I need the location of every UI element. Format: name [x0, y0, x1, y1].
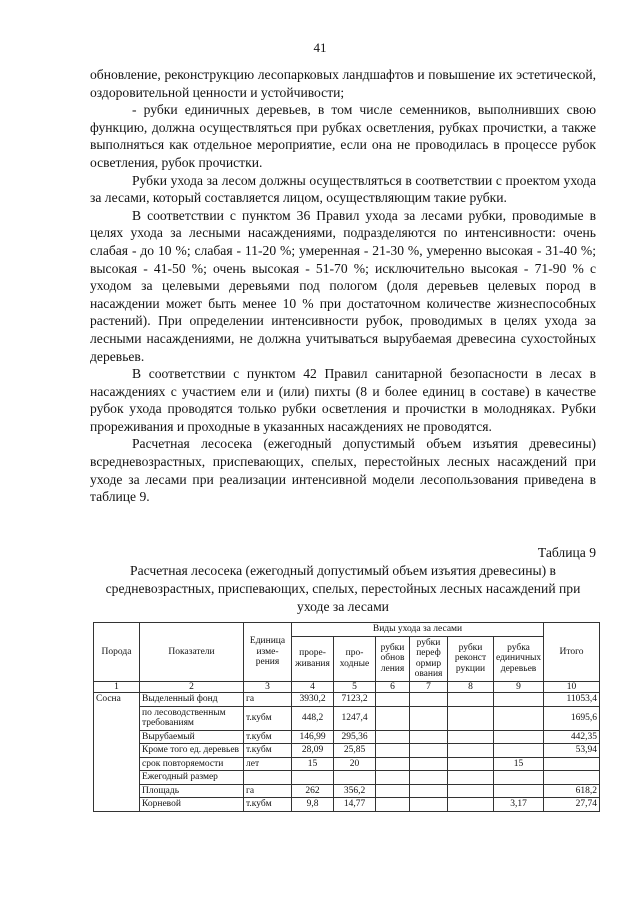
value-cell: 25,85	[334, 744, 376, 758]
total-cell: 27,74	[544, 798, 600, 812]
index-cell: 5	[334, 681, 376, 693]
paragraph: Рубки ухода за лесом должны осуществляться в соответствии с проектом ухода за лесами, который составляется лицом, осуществляющим такие рубки.	[90, 172, 596, 206]
value-cell	[448, 757, 494, 771]
indicator-cell: Выделенный фонд	[140, 693, 244, 707]
value-cell	[334, 771, 376, 785]
value-cell: 28,09	[292, 744, 334, 758]
total-cell	[544, 771, 600, 785]
header-col9: рубка единичных деревьев	[494, 636, 544, 681]
value-cell: 3930,2	[292, 693, 334, 707]
value-cell: 295,36	[334, 730, 376, 744]
value-cell	[376, 771, 410, 785]
table-header-row	[94, 623, 600, 637]
table-title: Расчетная лесосека (ежегодный допустимый объем изъятия древесины) в средневозрастных, приспевающих, спелых, перестойных лесных насаждений при уходе за лесами	[105, 563, 581, 614]
value-cell: 262	[292, 784, 334, 798]
value-cell	[410, 730, 448, 744]
value-cell	[494, 706, 544, 730]
total-cell: 442,35	[544, 730, 600, 744]
value-cell	[448, 744, 494, 758]
value-cell	[410, 693, 448, 707]
paragraph: В соответствии с пунктом 36 Правил ухода за лесами рубки, проводимые в целях ухода за лесными насаждениями, подразделяются по интенсивности: очень слабая - до 10 %; слабая - 11-20 %; умеренная - 21-30 %, умеренно высокая - 31-40 %; высокая - 41-50 %; очень высокая - 51-70 %; исключительно высокая - 71-90 % с уходом за целевыми деревьями под пологом (доля деревьев целевых пород в насаждении может быть менее 10 % при достаточном количестве жизнеспособных растений). При определении интенсивности рубок, проводимых в целях ухода за лесными насаждениями, не должна учитываться вырубаемая древесина сухостойных деревьев.	[90, 207, 596, 364]
value-cell	[494, 784, 544, 798]
value-cell	[494, 693, 544, 707]
indicator-cell: Ежегодный размер	[140, 771, 244, 785]
value-cell: 146,99	[292, 730, 334, 744]
table-label: Таблица 9	[537, 545, 596, 560]
unit-cell: лет	[244, 757, 292, 771]
header-unit: Единица изме- рения	[244, 623, 292, 682]
value-cell	[410, 771, 448, 785]
value-cell	[410, 757, 448, 771]
value-cell	[376, 744, 410, 758]
value-cell: 448,2	[292, 706, 334, 730]
index-cell: 10	[544, 681, 600, 693]
header-total: Итого	[544, 623, 600, 682]
total-cell	[544, 757, 600, 771]
total-cell: 53,94	[544, 744, 600, 758]
header-col5: про- ходные	[334, 636, 376, 681]
value-cell: 15	[292, 757, 334, 771]
table-row	[94, 744, 600, 758]
value-cell	[376, 693, 410, 707]
value-cell	[448, 784, 494, 798]
indicator-cell: Корневой	[140, 798, 244, 812]
header-poroda: Порода	[94, 623, 140, 682]
index-cell: 4	[292, 681, 334, 693]
unit-cell	[244, 771, 292, 785]
species-cell: Сосна	[94, 693, 140, 812]
value-cell	[448, 706, 494, 730]
value-cell	[448, 798, 494, 812]
indicator-cell: срок повторяемости	[140, 757, 244, 771]
column-index-row	[94, 681, 600, 693]
index-cell: 9	[494, 681, 544, 693]
paragraph: - рубки единичных деревьев, в том числе семенников, выполнивших свою функцию, должна осуществляться при рубках осветления, рубках прочистки, а также выполняться как отдельное мероприятие, если она не проводилась в процессе рубок осветления, рубок прочистки.	[90, 102, 596, 170]
header-col4: проре- живания	[292, 636, 334, 681]
value-cell: 14,77	[334, 798, 376, 812]
value-cell: 20	[334, 757, 376, 771]
paragraph: Расчетная лесосека (ежегодный допустимый объем изъятия древесины) всредневозрастных, приспевающих, спелых, перестойных лесных насаждений при уходе за лесами при реализации интенсивной модели лесопользования приведена в таблице 9.	[90, 436, 596, 505]
unit-cell: т.кубм	[244, 706, 292, 730]
table-row	[94, 771, 600, 785]
value-cell	[410, 784, 448, 798]
header-care-types: Виды ухода за лесами	[292, 623, 544, 637]
value-cell	[376, 730, 410, 744]
index-cell: 1	[94, 681, 140, 693]
value-cell: 7123,2	[334, 693, 376, 707]
value-cell	[376, 706, 410, 730]
table-row	[94, 706, 600, 730]
total-cell: 618,2	[544, 784, 600, 798]
value-cell	[410, 798, 448, 812]
unit-cell: га	[244, 693, 292, 707]
header-pokazateli: Показатели	[140, 623, 244, 682]
table-row	[94, 693, 600, 707]
body-text	[90, 66, 596, 506]
value-cell: 9,8	[292, 798, 334, 812]
table-row	[94, 757, 600, 771]
value-cell	[448, 771, 494, 785]
paragraph: обновление, реконструкцию лесопарковых ландшафтов и повышение их эстетической, оздоровительной ценности и устойчивости;	[90, 67, 596, 100]
indicator-cell: Площадь	[140, 784, 244, 798]
value-cell	[494, 730, 544, 744]
header-col8: рубки реконст рукции	[448, 636, 494, 681]
value-cell	[376, 784, 410, 798]
value-cell	[376, 757, 410, 771]
index-cell: 3	[244, 681, 292, 693]
value-cell: 356,2	[334, 784, 376, 798]
unit-cell: т.кубм	[244, 798, 292, 812]
header-col6: рубки обнов ления	[376, 636, 410, 681]
table-row	[94, 798, 600, 812]
value-cell	[410, 706, 448, 730]
unit-cell: т.кубм	[244, 730, 292, 744]
unit-cell: т.кубм	[244, 744, 292, 758]
value-cell: 15	[494, 757, 544, 771]
unit-cell: га	[244, 784, 292, 798]
total-cell: 11053,4	[544, 693, 600, 707]
value-cell	[410, 744, 448, 758]
data-table	[93, 622, 600, 812]
value-cell	[494, 744, 544, 758]
paragraph: В соответствии с пунктом 42 Правил санитарной безопасности в лесах в насаждениях с участием ели и (или) пихты (8 и более единиц в составе) в качестве рубок ухода проводятся только рубки осветления и прочистки в молодняках. Рубки прореживания и проходные в указанных насаждениях не проводятся.	[90, 366, 596, 434]
index-cell: 7	[410, 681, 448, 693]
value-cell	[292, 771, 334, 785]
page-number: 41	[313, 40, 327, 55]
value-cell	[494, 771, 544, 785]
value-cell	[448, 730, 494, 744]
index-cell: 2	[140, 681, 244, 693]
indicator-cell: по лесоводственным требованиям	[140, 706, 244, 730]
total-cell: 1695,6	[544, 706, 600, 730]
header-col7: рубки переф ормир ования	[410, 636, 448, 681]
indicator-cell: Кроме того ед. деревьев	[140, 744, 244, 758]
value-cell: 3,17	[494, 798, 544, 812]
index-cell: 8	[448, 681, 494, 693]
index-cell: 6	[376, 681, 410, 693]
value-cell: 1247,4	[334, 706, 376, 730]
value-cell	[448, 693, 494, 707]
table-row	[94, 784, 600, 798]
table-row	[94, 730, 600, 744]
indicator-cell: Вырубаемый	[140, 730, 244, 744]
value-cell	[376, 798, 410, 812]
